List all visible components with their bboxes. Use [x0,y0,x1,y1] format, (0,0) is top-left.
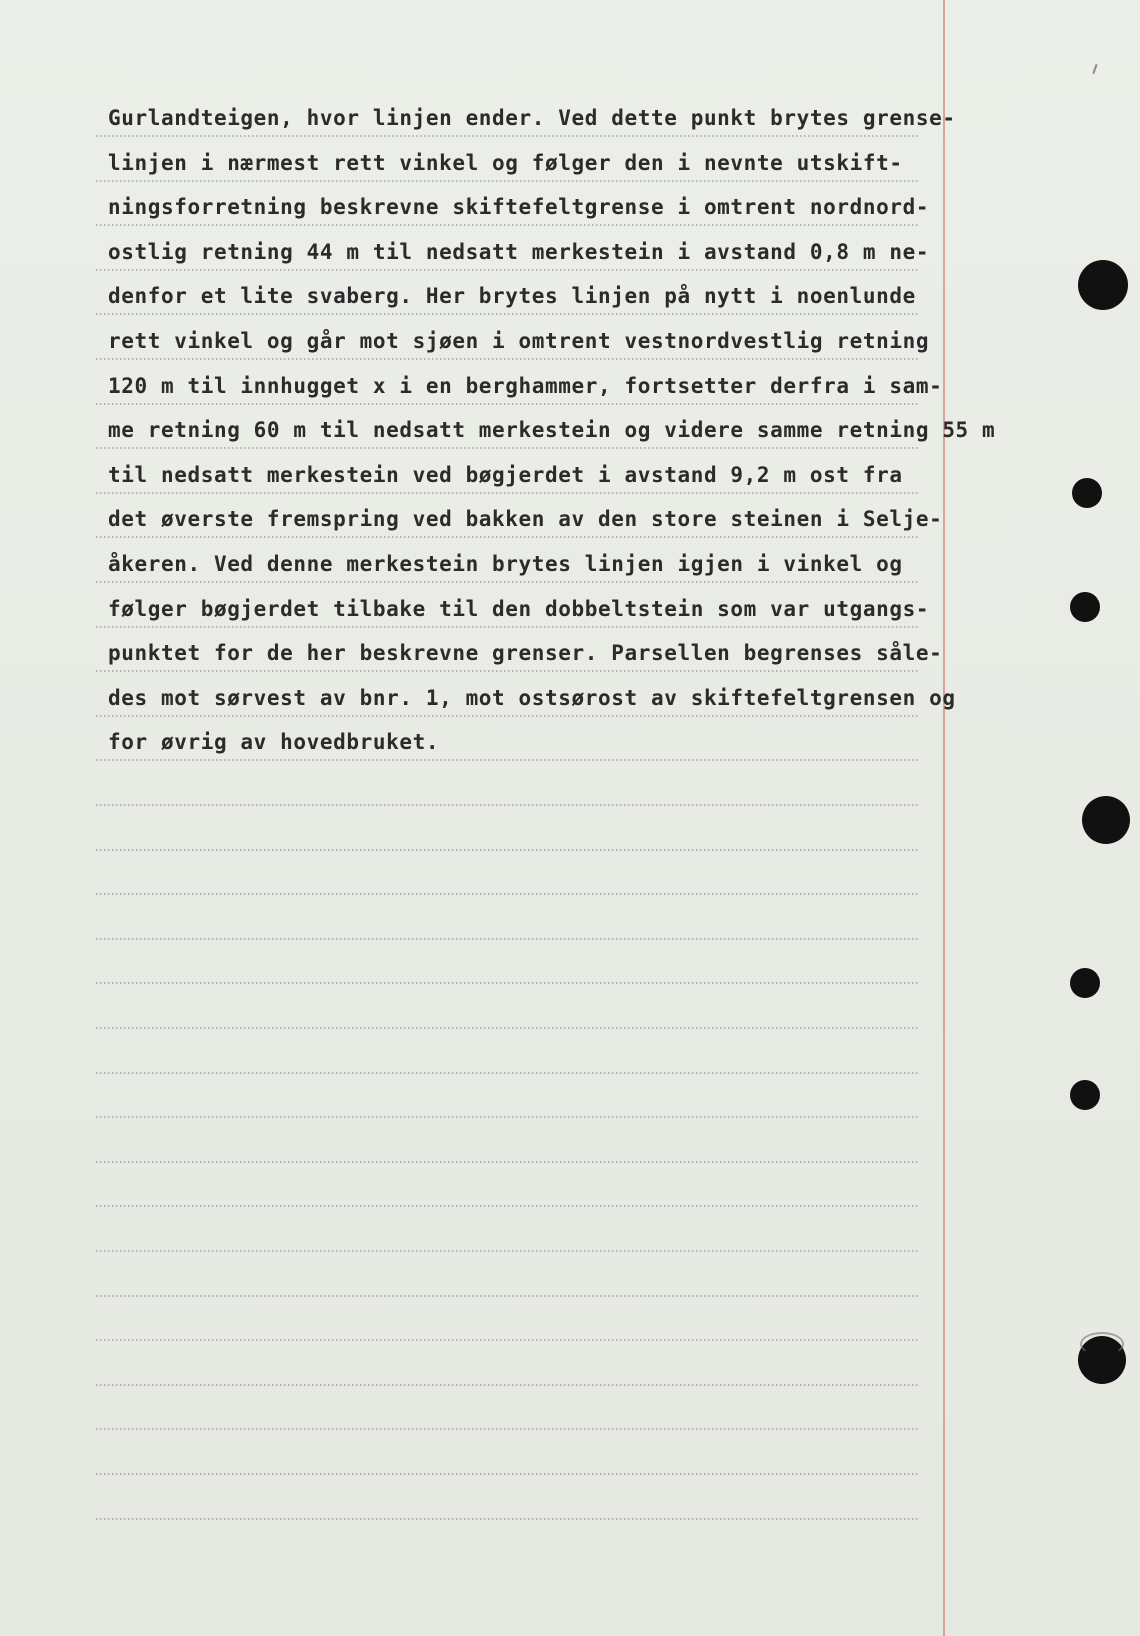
text-line: åkeren. Ved denne merkestein brytes linjen igjen i vinkel og [108,551,903,576]
text-line: Gurlandteigen, hvor linjen ender. Ved dette punkt brytes grense- [108,106,956,130]
ring-mark [1080,1332,1124,1356]
text-line: til nedsatt merkestein ved bøgjerdet i avstand 9,2 m ost fra [108,462,903,487]
text-line: ostlig retning 44 m til nedsatt merkestein i avstand 0,8 m ne- [108,239,930,264]
text-line: punktet for de her beskrevne grenser. Parsellen begrenses såle- [108,641,943,666]
document-text [108,96,1008,765]
text-line: denfor et lite svaberg. Her brytes linjen på nytt i noenlunde [108,284,916,309]
binder-hole [1082,796,1130,844]
binder-hole [1070,592,1100,622]
binder-hole [1070,1080,1100,1110]
binder-hole [1072,478,1102,508]
text-line: me retning 60 m til nedsatt merkestein og videre samme retning 55 m [108,418,996,443]
text-line: rett vinkel og går mot sjøen i omtrent vestnordvestlig retning [108,328,930,353]
text-line: linjen i nærmest rett vinkel og følger den i nevnte utskift- [108,150,903,175]
text-line: for øvrig av hovedbruket. [108,730,440,755]
text-line: det øverste fremspring ved bakken av den store steinen i Selje- [108,507,943,532]
text-line: følger bøgjerdet tilbake til den dobbeltstein som var utgangs- [108,596,930,621]
text-line: ningsforretning beskrevne skiftefeltgrense i omtrent nordnord- [108,195,930,220]
text-line: des mot sørvest av bnr. 1, mot ostsørost av skiftefeltgrensen og [108,685,956,710]
binder-hole [1070,968,1100,998]
text-line: 120 m til innhugget x i en berghammer, fortsetter derfra i sam- [108,373,943,398]
binder-hole [1078,260,1128,310]
